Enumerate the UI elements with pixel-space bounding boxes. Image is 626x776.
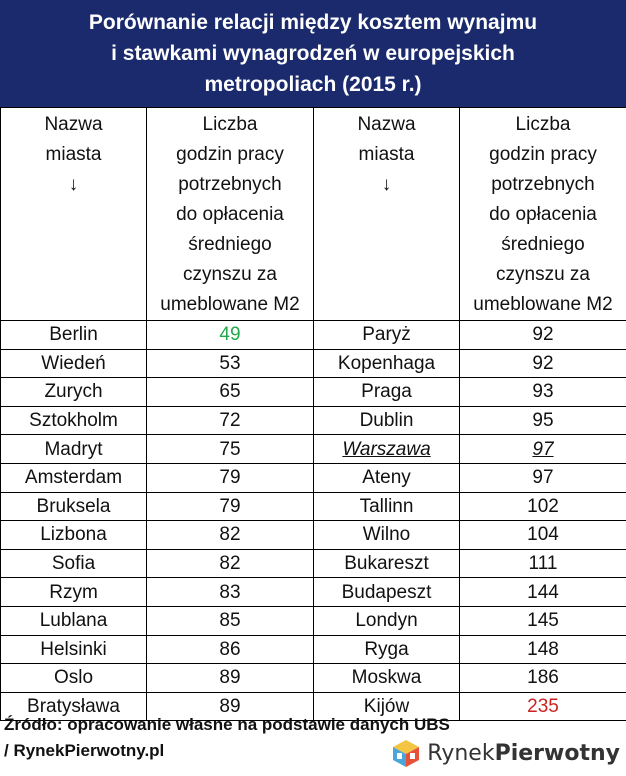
hours-cell: 75 xyxy=(147,435,314,464)
hours-cell: 186 xyxy=(460,664,626,693)
city-cell: Londyn xyxy=(314,606,460,635)
city-cell: Dublin xyxy=(314,406,460,435)
city-cell: Helsinki xyxy=(1,635,147,664)
city-cell: Ateny xyxy=(314,463,460,492)
table-row xyxy=(1,635,626,664)
hours-cell: 82 xyxy=(147,549,314,578)
logo-text: RynekPierwotny xyxy=(427,740,620,766)
table-row xyxy=(1,406,626,435)
table-row xyxy=(1,349,626,378)
city-cell: Berlin xyxy=(1,321,147,350)
city-cell: Tallinn xyxy=(314,492,460,521)
table-body xyxy=(1,321,626,721)
title-line: Porównanie relacji między kosztem wynajmu xyxy=(88,11,538,34)
hours-cell: 53 xyxy=(147,349,314,378)
hours-cell: 89 xyxy=(147,664,314,693)
city-cell: Warszawa xyxy=(314,435,460,464)
hours-cell: 85 xyxy=(147,606,314,635)
table-row xyxy=(1,321,626,350)
hours-cell: 83 xyxy=(147,578,314,607)
data-table xyxy=(0,107,626,721)
city-cell: Rzym xyxy=(1,578,147,607)
city-cell: Praga xyxy=(314,378,460,407)
down-arrow-icon: ↓ xyxy=(381,174,392,195)
city-cell: Ryga xyxy=(314,635,460,664)
hours-cell: 89 xyxy=(147,692,314,721)
hours-cell: 79 xyxy=(147,463,314,492)
city-cell: Bukareszt xyxy=(314,549,460,578)
hours-cell: 65 xyxy=(147,378,314,407)
city-cell: Madryt xyxy=(1,435,147,464)
hours-cell: 104 xyxy=(460,521,626,550)
city-cell: Wilno xyxy=(314,521,460,550)
table-row xyxy=(1,606,626,635)
table-row xyxy=(1,664,626,693)
city-cell: Moskwa xyxy=(314,664,460,693)
hours-cell: 92 xyxy=(460,321,626,350)
table-row xyxy=(1,463,626,492)
header-row xyxy=(1,108,626,321)
down-arrow-icon: ↓ xyxy=(68,174,79,195)
hours-cell: 148 xyxy=(460,635,626,664)
city-cell: Kopenhaga xyxy=(314,349,460,378)
table-title xyxy=(0,0,626,107)
table-row xyxy=(1,378,626,407)
city-cell: Lizbona xyxy=(1,521,147,550)
city-cell: Amsterdam xyxy=(1,463,147,492)
hours-cell: 82 xyxy=(147,521,314,550)
city-cell: Sofia xyxy=(1,549,147,578)
hours-cell: 95 xyxy=(460,406,626,435)
city-cell: Bruksela xyxy=(1,492,147,521)
hours-cell: 72 xyxy=(147,406,314,435)
hours-cell: 92 xyxy=(460,349,626,378)
hours-cell: 49 xyxy=(147,321,314,350)
hours-cell: 86 xyxy=(147,635,314,664)
header-city-2: Nazwa miasta ↓ xyxy=(314,108,460,321)
title-line: i stawkami wynagrodzeń w europejskich xyxy=(111,42,515,65)
city-cell: Bratysława xyxy=(1,692,147,721)
hours-cell: 102 xyxy=(460,492,626,521)
hours-cell: 97 xyxy=(460,463,626,492)
logo xyxy=(391,738,620,768)
source-note xyxy=(4,712,450,764)
table-row xyxy=(1,492,626,521)
hours-cell: 235 xyxy=(460,692,626,721)
city-cell: Paryż xyxy=(314,321,460,350)
city-cell: Wiedeń xyxy=(1,349,147,378)
hours-cell: 97 xyxy=(460,435,626,464)
house-cube-icon xyxy=(391,738,421,768)
header-city: Nazwa miasta ↓ xyxy=(1,108,147,321)
city-cell: Zurych xyxy=(1,378,147,407)
title-line: metropoliach (2015 r.) xyxy=(204,73,422,96)
table-row xyxy=(1,549,626,578)
table-row xyxy=(1,521,626,550)
table-row xyxy=(1,435,626,464)
source-line: Źródło: opracowanie własne na podstawie danych UBS xyxy=(4,715,450,734)
header-hours-2: Liczba godzin pracy potrzebnych do opłacenia średniego czynszu za umeblowane M2 xyxy=(460,108,626,321)
header-hours: Liczba godzin pracy potrzebnych do opłacenia średniego czynszu za umeblowane M2 xyxy=(147,108,314,321)
hours-cell: 93 xyxy=(460,378,626,407)
hours-cell: 79 xyxy=(147,492,314,521)
city-cell: Sztokholm xyxy=(1,406,147,435)
hours-cell: 145 xyxy=(460,606,626,635)
hours-cell: 111 xyxy=(460,549,626,578)
city-cell: Oslo xyxy=(1,664,147,693)
source-line: / RynekPierwotny.pl xyxy=(4,741,165,760)
city-cell: Budapeszt xyxy=(314,578,460,607)
table-row xyxy=(1,578,626,607)
city-cell: Kijów xyxy=(314,692,460,721)
city-cell: Lublana xyxy=(1,606,147,635)
hours-cell: 144 xyxy=(460,578,626,607)
